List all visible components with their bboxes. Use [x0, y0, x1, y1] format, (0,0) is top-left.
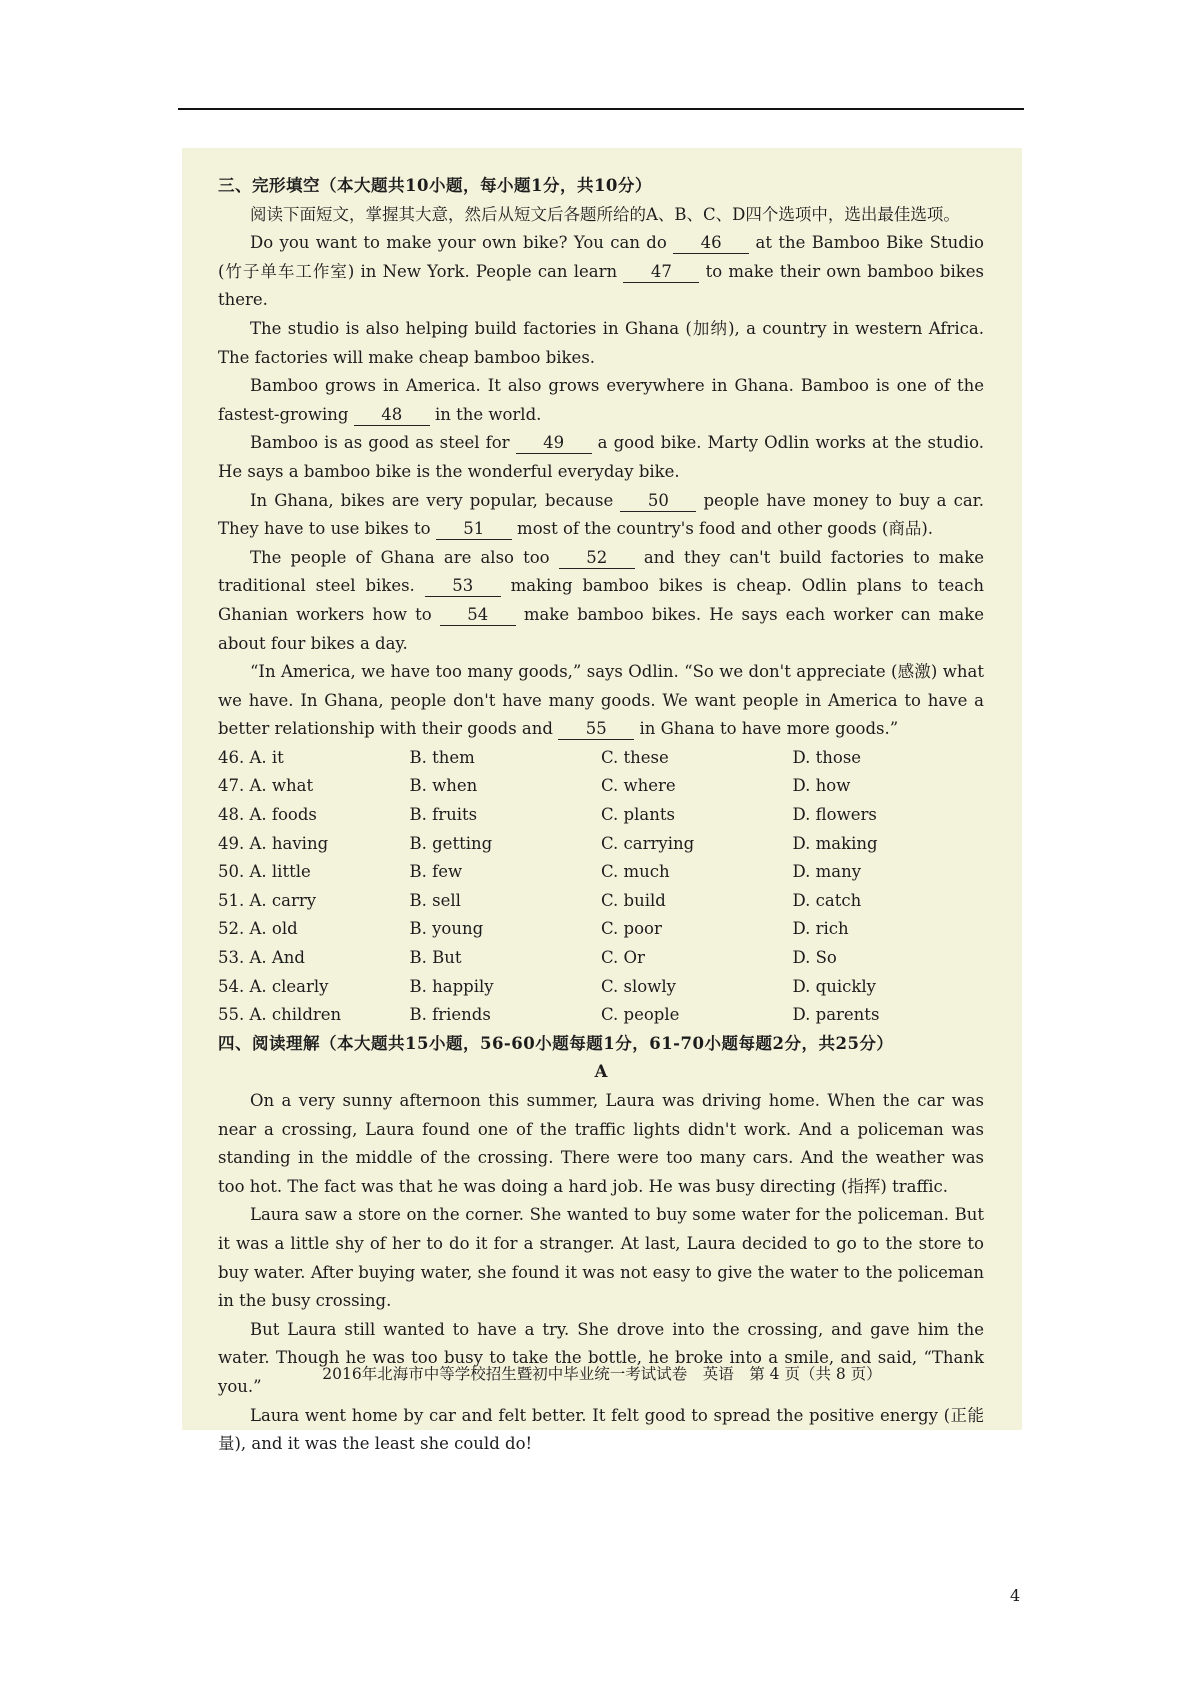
option-row — [218, 858, 984, 887]
option-a: 49. A. having — [218, 833, 329, 853]
option-b: B. getting — [409, 833, 493, 853]
option-a: 54. A. clearly — [218, 976, 329, 996]
option-d: D. parents — [792, 1005, 880, 1025]
option-b: B. sell — [409, 890, 461, 910]
option-d: D. rich — [792, 919, 849, 939]
exam-content — [218, 172, 984, 1459]
blank-52: 52 — [559, 548, 635, 569]
option-row — [218, 887, 984, 916]
option-d: D. flowers — [792, 805, 877, 825]
cloze-paragraph-6: The people of Ghana are also too 52 and they can't build factories to make traditional steel bikes. 53 making bamboo bikes is cheap. Odlin plans to teach Ghanian workers how to 54 make bamboo bikes. He says each worker can make about four bikes a day. — [218, 547, 984, 653]
blank-55: 55 — [558, 719, 634, 740]
option-row — [218, 801, 984, 830]
option-row — [218, 1001, 984, 1030]
option-c: C. these — [601, 747, 669, 767]
option-a: 48. A. foods — [218, 805, 317, 825]
option-a: 47. A. what — [218, 776, 314, 796]
option-b: B. them — [409, 747, 475, 767]
blank-48: 48 — [354, 405, 430, 426]
option-row — [218, 973, 984, 1002]
option-c: C. where — [601, 776, 676, 796]
passage-label: A — [594, 1062, 608, 1082]
option-d: D. catch — [792, 890, 862, 910]
option-row — [218, 744, 984, 773]
cloze-paragraph-5: In Ghana, bikes are very popular, because 50 people have money to buy a car. They have to use bikes to 51 most of the country's food and other goods (商品). — [218, 490, 984, 539]
option-row — [218, 772, 984, 801]
page-number: 4 — [1010, 1586, 1021, 1605]
blank-49: 49 — [516, 433, 592, 454]
blank-46: 46 — [673, 233, 749, 254]
option-c: C. Or — [601, 948, 645, 968]
exam-footer: 2016年北海市中等学校招生暨初中毕业统一考试试卷 英语 第 4 页（共 8 页） — [322, 1365, 882, 1383]
option-c: C. people — [601, 1005, 680, 1025]
reading-paragraph-3: But Laura still wanted to have a try. She drove into the crossing, and gave him the water. Though he was too busy to take the bottle, he broke into a smile, and said, “Thank you.” — [218, 1319, 984, 1396]
cloze-paragraph-1: Do you want to make your own bike? You can do 46 at the Bamboo Bike Studio (竹子单车工作室) in New York. People can learn 47 to make their own bamboo bikes there. — [218, 233, 984, 310]
cloze-paragraph-4: Bamboo is as good as steel for 49 a good bike. Marty Odlin works at the studio. He says a bamboo bike is the wonderful everyday bike. — [218, 433, 985, 481]
blank-54: 54 — [440, 605, 516, 626]
option-b: B. few — [409, 862, 463, 882]
option-c: C. build — [601, 890, 666, 910]
option-row — [218, 830, 984, 859]
option-d: D. many — [792, 862, 862, 882]
option-row — [218, 944, 984, 973]
option-a: 51. A. carry — [218, 890, 317, 910]
cloze-paragraph-7: “In America, we have too many goods,” says Odlin. “So we don't appreciate (感激) what we have. In Ghana, people don't have many goods. We want people in America to have a better relationship with their goods and 55 in Ghana to have more goods.” — [218, 662, 984, 739]
option-a: 50. A. little — [218, 862, 311, 882]
blank-50: 50 — [620, 491, 696, 512]
option-b: B. young — [409, 919, 484, 939]
option-c: C. much — [601, 862, 670, 882]
cloze-paragraph-3: Bamboo grows in America. It also grows everywhere in Ghana. Bamboo is one of the fastest-growing 48 in the world. — [218, 376, 984, 424]
option-b: B. But — [409, 948, 462, 968]
option-b: B. happily — [409, 976, 494, 996]
option-c: C. carrying — [601, 833, 695, 853]
section3-instruction: 阅读下面短文，掌握其大意，然后从短文后各题所给的A、B、C、D四个选项中，选出最佳选项。 — [250, 204, 960, 224]
cloze-paragraph-2: The studio is also helping build factories in Ghana (加纳), a country in western Africa. The factories will make cheap bamboo bikes. — [218, 318, 984, 367]
option-d: D. quickly — [792, 976, 876, 996]
option-c: C. slowly — [601, 976, 676, 996]
blank-51: 51 — [436, 519, 512, 540]
reading-paragraph-2: Laura saw a store on the corner. She wanted to buy some water for the policeman. But it was a little shy of her to do it for a stranger. At last, Laura decided to go to the store to buy water. After buying water, she found it was not easy to give the water to the policeman in the busy crossing. — [218, 1205, 984, 1311]
section3-heading: 三、完形填空（本大题共10小题，每小题1分，共10分） — [218, 176, 652, 195]
option-a: 46. A. it — [218, 747, 284, 767]
option-d: D. those — [792, 747, 862, 767]
option-c: C. plants — [601, 805, 675, 825]
reading-paragraph-4: Laura went home by car and felt better. It felt good to spread the positive energy (正能量), and it was the least she could do! — [218, 1405, 984, 1454]
option-a: 52. A. old — [218, 919, 298, 939]
option-d: D. making — [792, 833, 878, 853]
option-row — [218, 915, 984, 944]
option-a: 53. A. And — [218, 948, 305, 968]
blank-53: 53 — [425, 576, 501, 597]
option-d: D. how — [792, 776, 851, 796]
option-d: D. So — [792, 948, 837, 968]
option-b: B. when — [409, 776, 478, 796]
option-b: B. fruits — [409, 805, 478, 825]
option-a: 55. A. children — [218, 1005, 342, 1025]
option-c: C. poor — [601, 919, 662, 939]
top-rule — [178, 108, 1024, 110]
blank-47: 47 — [623, 262, 699, 283]
reading-paragraph-1: On a very sunny afternoon this summer, Laura was driving home. When the car was near a crossing, Laura found one of the traffic lights didn't work. And a policeman was standing in the middle of the crossing. There were too many cars. And the weather was too hot. The fact was that he was doing a hard job. He was busy directing (指挥) traffic. — [218, 1091, 984, 1196]
section4-heading: 四、阅读理解（本大题共15小题，56-60小题每题1分，61-70小题每题2分，共25分） — [218, 1033, 894, 1053]
option-b: B. friends — [409, 1005, 491, 1025]
answer-options — [218, 744, 984, 1030]
